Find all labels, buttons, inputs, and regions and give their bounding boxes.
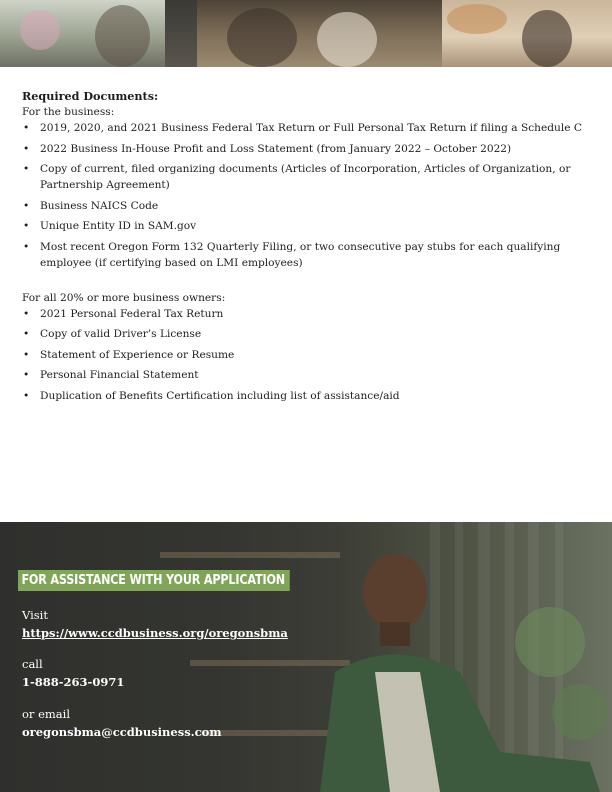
list-item: • Business NAICS Code [22,198,597,214]
bullet: • [23,220,30,233]
barista-photo [300,532,612,792]
list-item: • Unique Entity ID in SAM.gov [22,218,597,234]
email-label: or email [22,707,70,721]
bullet: • [23,348,30,361]
required-documents-heading: Required Documents: [22,89,159,103]
list-item: • 2021 Personal Federal Tax Return [22,306,597,322]
business-documents-list [22,120,597,271]
business-intro: For the business: [22,106,115,118]
florist-photo [0,0,165,67]
required-documents-section [22,88,597,408]
bullet: • [23,163,30,176]
bakery-photo [442,0,612,67]
visit-block [22,606,288,642]
bullet: • [23,240,30,253]
list-item: • Duplication of Benefits Certification including list of assistance/aid [22,388,597,404]
photo-divider [165,0,197,67]
workshop-photo [197,0,442,67]
bullet: • [23,122,30,135]
email-block [22,705,222,741]
bullet: • [23,369,30,382]
assistance-heading: FOR ASSISTANCE WITH YOUR APPLICATION [18,570,290,591]
bullet: • [23,389,30,402]
bullet: • [23,307,30,320]
list-item: • Most recent Oregon Form 132 Quarterly Filing, or two consecutive pay stubs for each qualifying employee (if certifying based on LMI employees) [23,240,561,270]
assistance-panel [0,522,612,792]
visit-label: Visit [22,608,48,622]
bullet: • [23,328,30,341]
call-label: call [22,657,43,671]
phone-number[interactable]: 1-888-263-0971 [22,675,125,689]
owners-intro: For all 20% or more business owners: [22,291,226,304]
owner-documents-list [22,306,597,404]
bullet: • [23,142,30,155]
list-item: • 2019, 2020, and 2021 Business Federal Tax Return or Full Personal Tax Return if filing a Schedule C [22,120,597,136]
list-item: • 2022 Business In-House Profit and Loss Statement (from January 2022 – October 2022) [22,141,597,157]
list-item: • Personal Financial Statement [22,367,597,383]
call-block [22,655,124,691]
email-address[interactable]: oregonsbma@ccdbusiness.com [22,725,222,739]
website-link[interactable]: https://www.ccdbusiness.org/oregonsbma [22,626,288,640]
list-item: • Statement of Experience or Resume [22,347,597,363]
header-photo-banner [0,0,612,67]
list-item: • Copy of current, filed organizing documents (Articles of Incorporation, Articles of Organization, or Partnership Agreement) [23,163,571,192]
list-item: • Copy of valid Driver’s License [22,326,597,342]
bullet: • [23,199,30,212]
